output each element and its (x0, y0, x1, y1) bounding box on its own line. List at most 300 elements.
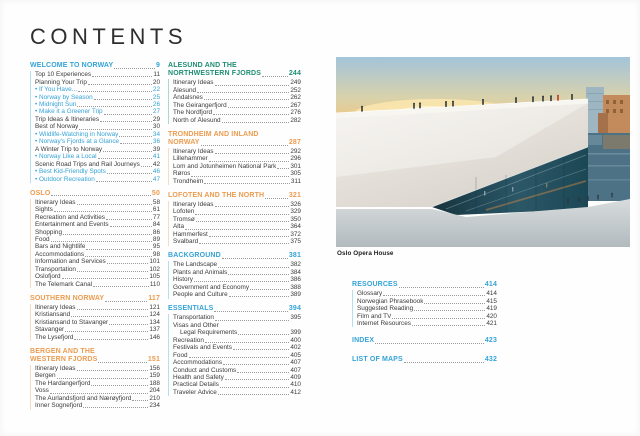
toc-entry-page-number: 262 (290, 94, 301, 102)
toc-entry (35, 243, 160, 250)
toc-section-title (352, 356, 497, 364)
toc-section-title (30, 190, 160, 198)
toc-entry-label: Itinerary Ideas (35, 303, 76, 311)
section-page-number: 151 (147, 355, 160, 363)
section-title-text: ESSENTIALS (168, 305, 214, 313)
toc-entry-label: Recreation and Activities (35, 213, 105, 221)
toc-entry (357, 305, 497, 312)
toc-entry-page-number: 102 (149, 265, 160, 273)
dotted-leader (141, 166, 152, 167)
section-page-number: 414 (484, 281, 497, 288)
dotted-leader (228, 107, 290, 108)
dotted-leader (215, 206, 290, 207)
dotted-leader (220, 387, 290, 388)
toc-entry-label: Best of Norway (35, 123, 79, 131)
dotted-leader (399, 287, 484, 288)
toc-section-lesund-and-the-northwestern-fjords (168, 62, 301, 124)
toc-entry (173, 117, 301, 124)
toc-entry-page-number: 420 (486, 312, 497, 320)
section-title-text: TRONDHEIM AND INLAND (168, 130, 259, 138)
toc-entry (173, 389, 301, 396)
toc-entry (35, 251, 160, 258)
toc-entry-label: • Norway Like a Local (35, 153, 97, 160)
dotted-leader (250, 289, 289, 290)
toc-entry-page-number: 395 (290, 314, 301, 322)
dotted-leader (78, 91, 152, 92)
toc-entry (35, 387, 160, 394)
toc-entry-label: The Geirangerfjord (173, 101, 227, 109)
toc-entry-page-number: 415 (486, 297, 497, 305)
toc-entry-label: Practical Details (173, 381, 219, 389)
dotted-leader (63, 234, 152, 235)
section-items (168, 79, 301, 124)
toc-entry-page-number: 110 (149, 280, 160, 288)
toc-entry-label: The Aurlandsfjord and Nærøyfjord (35, 394, 132, 402)
toc-entry (173, 381, 301, 388)
toc-entry (35, 402, 160, 409)
toc-entry (173, 102, 301, 109)
dotted-leader (218, 267, 289, 268)
toc-entry-label: Conduct and Customs (173, 366, 237, 374)
toc-entry-label: Festivals and Events (173, 344, 232, 352)
toc-entry-page-number: 267 (290, 101, 301, 109)
section-title-text: LOFOTEN AND THE NORTH (168, 191, 265, 199)
toc-entry-page-number: 329 (290, 208, 301, 216)
toc-section-title (30, 348, 160, 356)
toc-entry-page-number: 386 (290, 276, 301, 284)
toc-entry (173, 216, 301, 223)
toc-entry-label: The Landscape (173, 261, 218, 269)
toc-entry-page-number: 77 (152, 213, 160, 221)
dotted-leader (218, 394, 290, 395)
toc-entry-label: The Hardangerfjord (35, 379, 91, 387)
dotted-leader (262, 76, 288, 77)
dotted-leader (88, 84, 152, 85)
toc-entry (173, 238, 301, 245)
toc-section-title (30, 295, 160, 303)
toc-entry (35, 236, 160, 243)
toc-entry-label: • Norway by Season (35, 94, 93, 101)
toc-entry-label: Inner Sognefjord (35, 402, 83, 410)
toc-entry-label: • Wildlife-Watching in Norway (35, 131, 118, 138)
toc-entry-page-number: 121 (149, 303, 160, 311)
toc-entry (173, 223, 301, 230)
toc-entry-label: Government and Economy (173, 283, 250, 291)
toc-entry-label: Bars and Nightlife (35, 243, 86, 251)
dotted-leader (204, 183, 290, 184)
toc-entry (357, 290, 497, 297)
toc-entry (35, 365, 160, 372)
photo-caption: Oslo Opera House (337, 250, 394, 257)
dotted-leader (86, 249, 151, 250)
toc-entry (35, 266, 160, 273)
toc-entry-page-number: 134 (149, 318, 160, 326)
toc-entry (35, 273, 160, 280)
toc-entry-label: Kristiansand (35, 311, 71, 319)
toc-entry (173, 269, 301, 276)
toc-entry-page-number: 311 (290, 177, 301, 185)
toc-section-title (168, 139, 301, 147)
toc-entry-label: Alta (173, 223, 185, 231)
toc-entry-page-number: 276 (290, 109, 301, 117)
dotted-leader (94, 99, 152, 100)
toc-entry-label: • Norway's Fjords at a Glance (35, 138, 119, 145)
dotted-leader (225, 379, 290, 380)
toc-entry-label: Transportation (35, 265, 76, 273)
dotted-leader (204, 99, 289, 100)
dotted-leader (238, 334, 289, 335)
dotted-leader (114, 68, 155, 69)
toc-column-left (30, 62, 160, 416)
dotted-leader (375, 343, 484, 344)
dotted-leader (103, 151, 152, 152)
toc-entry-page-number: 29 (152, 115, 160, 123)
dotted-leader (77, 370, 149, 371)
dotted-leader (79, 129, 152, 130)
section-items (168, 148, 301, 185)
toc-entry (35, 258, 160, 265)
dotted-leader (132, 400, 148, 401)
toc-section-welcome-to-norway (30, 62, 160, 183)
toc-entry-label: Itinerary Ideas (173, 201, 214, 208)
dotted-leader (229, 296, 290, 297)
toc-entry-page-number: 46 (152, 168, 160, 176)
toc-section-title (168, 62, 301, 70)
toc-entry-label: Scenic Road Trips and Rail Journeys (35, 160, 140, 168)
toc-entry-page-number: 292 (290, 148, 301, 156)
dotted-leader (195, 214, 289, 215)
toc-section-title (168, 252, 301, 260)
toc-entry (173, 337, 301, 344)
dotted-leader (222, 122, 290, 123)
toc-entry (173, 314, 301, 321)
toc-entry (35, 86, 160, 93)
toc-entry-label: Top 10 Experiences (35, 71, 92, 79)
dotted-leader (265, 198, 288, 199)
toc-entry-page-number: 234 (149, 402, 160, 410)
dotted-leader (92, 76, 152, 77)
dotted-leader (424, 303, 485, 304)
toc-entry (173, 155, 301, 162)
dotted-leader (215, 85, 290, 86)
toc-entry-page-number: 30 (152, 123, 160, 131)
toc-entry-label: Itinerary Ideas (173, 79, 214, 87)
toc-entry (35, 334, 160, 341)
toc-entry-label: • Midnight Sun (35, 101, 76, 108)
toc-entry (35, 281, 160, 288)
toc-entry (35, 123, 160, 130)
toc-entry-page-number: 407 (290, 359, 301, 367)
oslo-opera-house-photo (336, 57, 630, 247)
dotted-leader (98, 362, 146, 363)
toc-entry-page-number: 89 (152, 235, 160, 243)
dotted-leader (50, 393, 148, 394)
toc-section-title (168, 192, 301, 200)
section-title-text: SOUTHERN NORWAY (30, 294, 105, 302)
toc-entry-label: Oslofjord (35, 273, 61, 281)
section-items (30, 304, 160, 341)
toc-entry-page-number: 421 (486, 320, 497, 328)
dotted-leader (213, 114, 289, 115)
section-title-text: NORWAY (168, 138, 200, 146)
dotted-leader (107, 173, 152, 174)
toc-entry (173, 208, 301, 215)
toc-entry-page-number: 326 (290, 201, 301, 208)
toc-entry-page-number: 159 (149, 372, 160, 380)
toc-entry-page-number: 22 (152, 86, 160, 94)
dotted-leader (215, 153, 290, 154)
toc-section-title (352, 281, 497, 289)
toc-entry-label: Kristiansand to Stavanger (35, 318, 109, 326)
toc-entry (173, 94, 301, 101)
dotted-leader (51, 195, 150, 196)
section-items (352, 290, 497, 327)
page-title: CONTENTS (30, 24, 187, 49)
toc-entry-page-number: 414 (486, 290, 497, 298)
toc-entry (35, 229, 160, 236)
toc-entry-label: History (173, 276, 193, 284)
toc-entry-label: Film and TV (357, 312, 392, 320)
toc-entry (35, 101, 160, 108)
section-page-number: 381 (288, 252, 301, 260)
toc-entry (35, 153, 160, 160)
dotted-leader (189, 357, 290, 358)
section-page-number: 423 (484, 337, 497, 345)
toc-entry-label: Bergen (35, 372, 56, 380)
harbor-water (584, 133, 630, 201)
toc-entry-label: Planning Your Trip (35, 78, 87, 86)
toc-section-title (30, 62, 160, 70)
dotted-leader (100, 121, 152, 122)
section-title-text: BERGEN AND THE (30, 347, 95, 355)
toc-entry (173, 79, 301, 86)
toc-entry-label: Trondheim (173, 177, 204, 185)
toc-entry (173, 322, 301, 329)
toc-entry-label: Hammerfest (173, 230, 208, 238)
toc-entry-page-number: 389 (290, 291, 301, 299)
section-title-text: LIST OF MAPS (352, 355, 403, 363)
toc-entry (35, 79, 160, 86)
dotted-leader (209, 236, 290, 237)
toc-entry-label: Traveler Advice (173, 388, 217, 396)
section-items (30, 365, 160, 410)
toc-entry (35, 71, 160, 78)
toc-entry (173, 87, 301, 94)
toc-entry (35, 168, 160, 175)
opera-house-illustration (336, 57, 630, 247)
toc-entry (35, 206, 160, 213)
dotted-leader (57, 378, 149, 379)
dotted-leader (106, 219, 152, 220)
dotted-leader (119, 136, 152, 137)
dotted-leader (383, 295, 485, 296)
toc-section-southern-norway (30, 295, 160, 341)
toc-entry-label: The Lysefjord (35, 333, 74, 341)
dotted-leader (228, 274, 289, 275)
toc-entry-label: • Best Kid-Friendly Spots (35, 168, 106, 175)
dotted-leader (54, 211, 152, 212)
dotted-leader (71, 316, 148, 317)
toc-entry-page-number: 305 (290, 170, 301, 178)
toc-entry-page-number: 25 (152, 93, 160, 101)
section-title-text: WELCOME TO NORWAY (30, 62, 114, 69)
dotted-leader (51, 241, 152, 242)
toc-entry-page-number: 124 (149, 311, 160, 319)
section-title-text: NORTHWESTERN FJORDS (168, 70, 262, 78)
toc-column-middle (168, 62, 301, 403)
toc-entry-page-number: 26 (152, 101, 160, 109)
toc-entry-label: Stavanger (35, 326, 65, 334)
toc-entry-label: Shopping (35, 228, 63, 236)
toc-entry (35, 131, 160, 138)
toc-entry-page-number: 384 (290, 268, 301, 276)
dotted-leader (83, 407, 148, 408)
toc-entry-label: Information and Services (35, 258, 106, 266)
toc-entry (173, 359, 301, 366)
dotted-leader (215, 320, 289, 321)
toc-entry-label: • Make it a Greener Trip (35, 108, 103, 115)
toc-entry-page-number: 350 (290, 215, 301, 223)
dotted-leader (214, 311, 287, 312)
section-title-text: RESOURCES (352, 281, 398, 288)
toc-entry (173, 148, 301, 155)
toc-entry-page-number: 382 (290, 261, 301, 269)
dotted-leader (62, 278, 149, 279)
section-page-number: 394 (288, 305, 301, 313)
toc-entry-page-number: 36 (152, 138, 160, 146)
dotted-leader (96, 181, 152, 182)
toc-entry-label: Ålesund (173, 86, 197, 94)
section-items (168, 314, 301, 396)
dotted-leader (65, 331, 148, 332)
section-title-text: BACKGROUND (168, 252, 221, 260)
toc-entry-label: Voss (35, 387, 49, 395)
toc-entry-label: • If You Have... (35, 86, 77, 93)
toc-entry-page-number: 20 (152, 78, 160, 86)
toc-entry-label: Norwegian Phrasebook (357, 297, 424, 305)
toc-entry (35, 116, 160, 123)
toc-entry-label: Lom and Jotunheimen National Park (173, 162, 277, 170)
toc-entry (35, 176, 160, 183)
toc-entry-label: Legal Requirements (180, 329, 238, 337)
toc-entry-page-number: 105 (149, 273, 160, 281)
dotted-leader (185, 229, 289, 230)
toc-entry (35, 372, 160, 379)
toc-entry-label: Lillehammer (173, 155, 208, 163)
toc-section-lofoten-and-the-north (168, 192, 301, 246)
toc-entry (35, 138, 160, 145)
toc-entry (35, 221, 160, 228)
toc-entry (35, 199, 160, 206)
dotted-leader (104, 114, 152, 115)
dotted-leader (223, 364, 289, 365)
toc-entry-label: Itinerary Ideas (35, 365, 76, 373)
dotted-leader (237, 372, 289, 373)
toc-entry-page-number: 146 (149, 333, 160, 341)
toc-entry-page-number: 410 (290, 381, 301, 389)
toc-entry (173, 201, 301, 208)
section-page-number: 244 (288, 70, 301, 78)
toc-entry-label: Food (173, 351, 188, 359)
toc-entry-label: Åndalsnes (173, 94, 203, 102)
toc-entry (35, 380, 160, 387)
section-page-number: 117 (148, 294, 160, 302)
toc-entry-page-number: 188 (149, 379, 160, 387)
toc-entry-page-number: 399 (290, 329, 301, 337)
toc-entry-label: Internet Resources (357, 320, 411, 328)
section-title-text: ÅLESUND AND THE (168, 62, 237, 69)
toc-entry (357, 298, 497, 305)
toc-section-title (168, 131, 301, 139)
toc-entry-page-number: 61 (152, 206, 160, 214)
toc-entry (35, 108, 160, 115)
toc-entry-page-number: 296 (290, 155, 301, 163)
toc-entry (35, 311, 160, 318)
toc-entry-page-number: 282 (290, 116, 301, 124)
toc-entry-page-number: 86 (152, 228, 160, 236)
toc-entry-page-number: 405 (290, 351, 301, 359)
dotted-leader (74, 339, 148, 340)
toc-section-resources (352, 281, 497, 327)
toc-entry-label: The Nordfjord (173, 109, 213, 117)
toc-entry-page-number: 419 (486, 305, 497, 313)
dotted-leader (120, 143, 152, 144)
toc-entry (173, 109, 301, 116)
toc-entry-label: Sights (35, 206, 53, 214)
section-items (30, 199, 160, 288)
toc-entry-page-number: 11 (153, 71, 160, 79)
toc-entry-label: Recreation (173, 336, 204, 344)
dotted-leader (98, 158, 152, 159)
toc-entry-page-number: 301 (290, 162, 301, 170)
dotted-leader (197, 92, 289, 93)
toc-entry-page-number: 412 (290, 388, 301, 396)
toc-entry-label: Accommodations (173, 359, 223, 367)
dotted-leader (85, 256, 152, 257)
dotted-leader (404, 362, 484, 363)
toc-entry-page-number: 137 (149, 326, 160, 334)
toc-entry-label: Itinerary Ideas (35, 198, 76, 206)
toc-entry (35, 94, 160, 101)
toc-entry (35, 304, 160, 311)
toc-entry-page-number: 41 (152, 153, 160, 161)
dotted-leader (277, 168, 289, 169)
toc-entry-label: Tromsø (173, 215, 195, 223)
toc-section-essentials (168, 305, 301, 396)
toc-entry-page-number: 372 (290, 230, 301, 238)
toc-entry-page-number: 84 (152, 221, 160, 229)
toc-entry (173, 276, 301, 283)
toc-section-bergen-and-the-western-fjords (30, 348, 160, 410)
dotted-leader (233, 349, 289, 350)
toc-entry-page-number: 402 (290, 344, 301, 352)
toc-entry-page-number: 375 (290, 238, 301, 246)
dotted-leader (199, 243, 289, 244)
section-page-number: 9 (155, 62, 160, 69)
toc-entry-page-number: 39 (152, 145, 160, 153)
dotted-leader (77, 204, 152, 205)
toc-entry-label: Food (35, 235, 50, 243)
toc-entry-label: North of Ålesund (173, 116, 221, 124)
toc-entry (35, 319, 160, 326)
toc-entry (173, 231, 301, 238)
toc-entry (173, 284, 301, 291)
toc-column-right (352, 281, 497, 374)
toc-entry-page-number: 95 (152, 243, 160, 251)
toc-entry-label: Lofoten (173, 208, 195, 216)
dotted-leader (107, 263, 149, 264)
section-items (168, 261, 301, 298)
